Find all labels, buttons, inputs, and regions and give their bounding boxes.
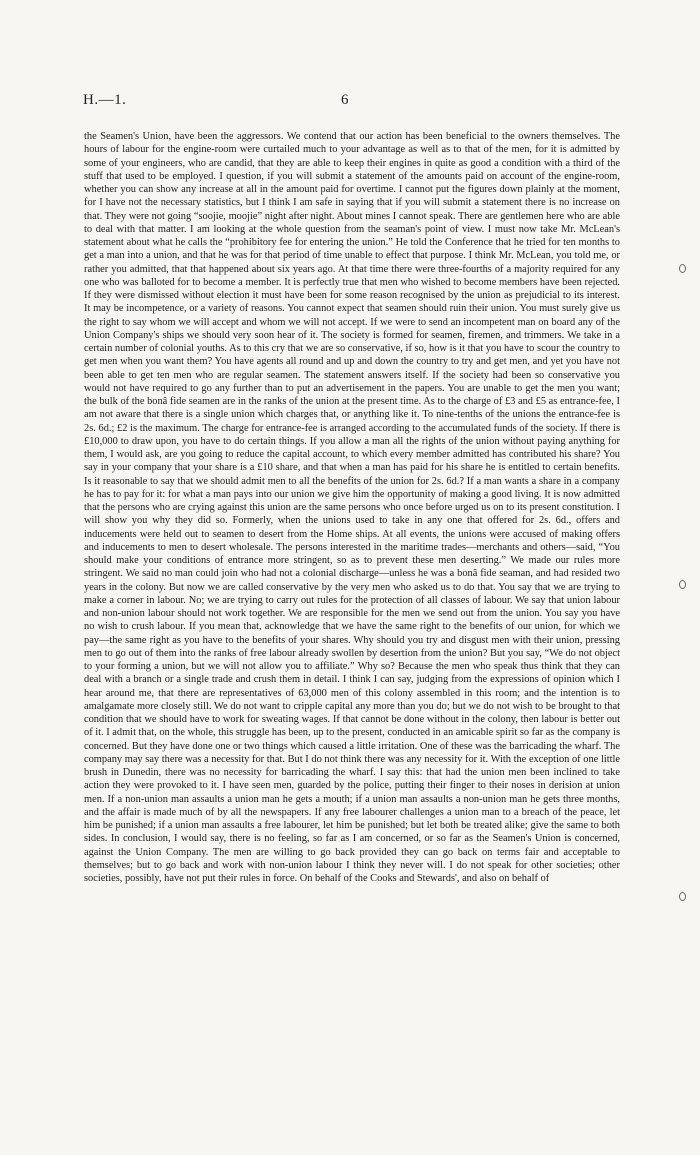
punch-hole-mark [679,580,686,589]
page-header [83,92,623,116]
punch-hole-mark [679,892,686,901]
parliamentary-paper-reference: H.—1. [83,92,127,108]
body-text [84,130,620,885]
page-number: 6 [341,92,349,108]
body-paragraph: the Seamen's Union, have been the aggressors. We contend that our action has been beneficial to the owners themselves. The hours of labour for the engine-room were curtailed much to your advantage as well as to that of the men, for it is admitted by some of your engineers, who are candid, that they are able to keep their engines in quite as good a condition with a third of the stuff that used to be employed. I question, if you will submit a statement of the amounts paid on account of the engine-room, whether you can show any increase at all in the amount paid for overtime. I cannot put the figures down plainly at the moment, for I have not the necessary statistics, but I think I am safe in saying that if you will submit a statement there is no increase on that. They were not going “soojie, moojie” night after night. About mines I cannot speak. There are gentlemen here who are able to deal with that matter. I am looking at the whole question from the seaman's point of view. I must now take Mr. McLean's statement about what he calls the “prohibitory fee for entering the union.” He told the Conference that he tried for ten months to get a man into a union, and that he was for that period of time unable to effect that purpose. I think Mr. McLean, you told me, or rather you admitted, that that happened about six years ago. At that time there were three-fourths of a majority required for any one who was balloted for to become a member. It is perfectly true that men who wished to become members have been rejected. If they were dismissed without election it must have been for some reason recognised by the union as prejudicial to its interest. It may be incompetence, or a variety of reasons. You cannot expect that seamen should ruin their union. You must surely give us the right to say whom we will accept and whom we will not accept. If we were to send an incompetent man on board any of the Union Company's ships we should very soon hear of it. The society is formed for seamen, firemen, and trimmers. We take in a certain number of colonial youths. As to this cry that we are so conservative, if so, how is it that you have to scour the country to get men when you want them? You have agents all round and up and down the country to try and get men, and yet you have not been able to get ten men who are regular seamen. The statement answers itself. If the society had been so conservative you would not have required to go any further than to put an advertisement in the papers. You are unable to get the men you want; the bulk of the bonâ fide seamen are in the ranks of the union at the present time. As to the charge of £3 and £5 as entrance-fee, I am not aware that there is a single union which charges that, or anything like it. To nine-tenths of the unions the entrance-fee is 2s. 6d.; £2 is the maximum. The charge for entrance-fee is arranged according to the accumulated funds of the society. If there is £10,000 to draw upon, you have to do certain things. If you allow a man all the rights of the union without paying anything for them, I would ask, are you going to reduce the capital account, to which every member admitted has contributed his share? You say in your company that your share is a £10 share, and that when a man has paid for his share he is entitled to certain benefits. Is it reasonable to say that we should admit men to all the benefits of the union for 2s. 6d.? If a man wants a share in a company he has to pay for it: for what a man pays into our union we give him the opportunity of making a good living. It is now admitted that the persons who are crying against this union are the same persons who once before urged us on to its present constitution. I will show you why they did so. Formerly, when the unions used to take in any one that offered for 2s. 6d., offers and inducements were held out to seamen to desert from the Home ships. At all events, the unions were accused of making offers and inducements to men to desert wholesale. The persons interested in the maritime trades—merchants and others—said, “You should make your conditions of entrance more stringent, so as to prevent these men deserting.” We made our rules more stringent. We said no man could join who had not a colonial discharge—unless he was a bonâ fide seaman, and had resided two years in the colony. But now we are called conservative by the very men who asked us to do that. You say that we are trying to make a corner in labour. No; we are trying to carry out rules for the protection of all classes of labour. We say that union labour and non-union labour should not work together. We are responsible for the men we send out from the union. You say you have no wish to crush labour. If you mean that, acknowledge that we have the same right to the benefits of our union, for which we pay—the same right as you have to the benefits of your shares. Why should you try and disgust men with their union, pressing men to go out of them into the ranks of free labour already swollen by desertion from the union? But you say, “We do not object to your forming a union, but we will not allow you to affiliate.” Why so? Because the men who speak thus think that they can deal with a branch or a single trade and crush them in detail. I think I can say, judging from the expressions of opinion which I hear around me, that there are representatives of 63,000 men of this colony assembled in this room; and the intention is to amalgamate more closely still. We do not want to cripple capital any more than you do; but we do not wish to be brought to that condition that we should have to work for sweating wages. If that cannot be done without in the colony, then labour is better out of it. I admit that, on the whole, this struggle has been, up to the present, conducted in an amicable spirit so far as the company is concerned. But they have done one or two things which caused a little irritation. One of these was the barricading the wharf. The company may say there was a necessity for that. But I do not think there was any necessity for it. With the exception of one little brush in Dunedin, there was no necessity for barricading the wharf. I say this: that had the union men been inclined to take action they were provoked to it. I have seen men, guarded by the police, putting their finger to their noses in derision at union men. If a non-union man assaults a union man he gets a mouth; if a union man assaults a non-union man he gets three months, and the affair is made much of by all the newspapers. If any free labourer challenges a union man to a breach of the peace, let him be punished; if a union man assaults a free labourer, let him be punished; but let both be treated alike; give the same to both sides. In conclusion, I would say, there is no feeling, so far as I am concerned, or so far as the Seamen's Union is concerned, against the Union Company. The men are willing to go back provided they can go back on terms fair and acceptable to themselves; but to go back and work with non-union labour I think they never will. I do not speak for other societies; other societies, possibly, have not put their rules in force. On behalf of the Cooks and Stewards', and also on behalf of [84,131,620,884]
punch-hole-mark [679,264,686,273]
